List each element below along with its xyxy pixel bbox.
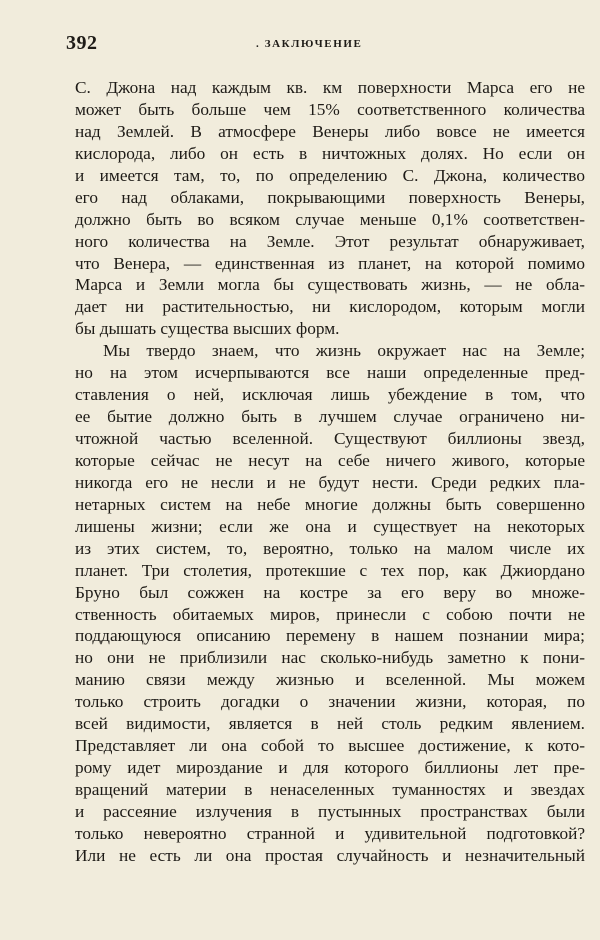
- text-line: планет. Три столетия, протекшие с тех пор, как Джиордано: [75, 560, 585, 580]
- text-line: но на этом исчерпываются все наши определенные пред-: [75, 363, 585, 383]
- text-line: вращений материи в ненаселенных туманностях и звездах: [75, 780, 585, 799]
- paragraph: [75, 340, 585, 867]
- running-head: . ЗАКЛЮЧЕНИЕ: [256, 38, 363, 50]
- text-line: только строить догадки о значении жизни, которая, по: [75, 692, 585, 712]
- text-line: манию связи между жизнью и вселенной. Мы можем: [75, 670, 585, 690]
- text-line: кислорода, либо он есть в ничтожных долях. Но если он: [75, 143, 585, 163]
- text-line: Мы твердо знаем, что жизнь окружает нас на Земле;: [103, 341, 585, 361]
- text-line: из этих систем, то, вероятно, только на малом числе их: [75, 538, 585, 558]
- body-text: [75, 77, 585, 867]
- text-line: ного количества на Земле. Этот результат обнаруживает,: [75, 231, 585, 251]
- text-line: нетарных систем на небе многие должны быть совершенно: [75, 494, 585, 514]
- text-line: но они не приблизили нас сколько-нибудь заметно к пони-: [75, 648, 585, 668]
- text-line: никогда его не несли и не будут нести. Среди редких пла-: [75, 472, 585, 492]
- text-line: рому идет мироздание и для которого биллионы лет пре-: [75, 758, 585, 778]
- text-line: только невероятно странной и удивительной подготовкой?: [75, 823, 585, 843]
- text-line: С. Джона над каждым кв. км поверхности Марса его не: [75, 78, 585, 97]
- text-line: дает ни растительностью, ни кислородом, которым могли: [75, 297, 585, 317]
- text-line: Представляет ли она собой то высшее достижение, к кото-: [75, 736, 585, 756]
- text-line: и имеется там, то, по определению С. Джона, количество: [75, 165, 585, 185]
- text-line: всей видимости, является в ней столь редким явлением.: [75, 714, 585, 734]
- paragraph: [75, 77, 585, 340]
- text-line: ставления о ней, исключая лишь убеждение в том, что: [75, 385, 585, 405]
- text-line: лишены жизни; если же она и существует на некоторых: [75, 516, 585, 536]
- text-line: ее бытие должно быть в лучшем случае ограничено ни-: [75, 407, 585, 427]
- text-line: что Венера, — единственная из планет, на которой помимо: [75, 253, 585, 273]
- text-line: ственность обитаемых миров, принесли с собою почти не: [75, 604, 585, 624]
- text-line: Бруно был сожжен на костре за его веру во множе-: [75, 582, 585, 602]
- text-line: над Землей. В атмосфере Венеры либо вовсе не имеется: [75, 121, 585, 141]
- text-line: поддающуюся описанию перемену в нашем познании мира;: [75, 626, 585, 646]
- page-number: 392: [66, 32, 98, 54]
- page-header: [66, 32, 586, 56]
- text-line: и рассеяние излучения в пустынных пространствах были: [75, 801, 585, 821]
- text-line: Марса и Земли могла бы существовать жизнь, — не обла-: [75, 275, 585, 295]
- text-line: должно быть во всяком случае меньше 0,1% соответствен-: [75, 209, 585, 229]
- text-line: Или не есть ли она простая случайность и незначительный: [75, 845, 585, 865]
- text-line: его над облаками, покрывающими поверхность Венеры,: [75, 187, 585, 207]
- text-line: чтожной частью вселенной. Существуют биллионы звезд,: [75, 429, 585, 448]
- text-line: которые сейчас не несут на себе ничего живого, которые: [75, 450, 585, 470]
- text-line: может быть больше чем 15% соответственного количества: [75, 99, 585, 119]
- text-line: бы дышать существа высших форм.: [75, 319, 340, 339]
